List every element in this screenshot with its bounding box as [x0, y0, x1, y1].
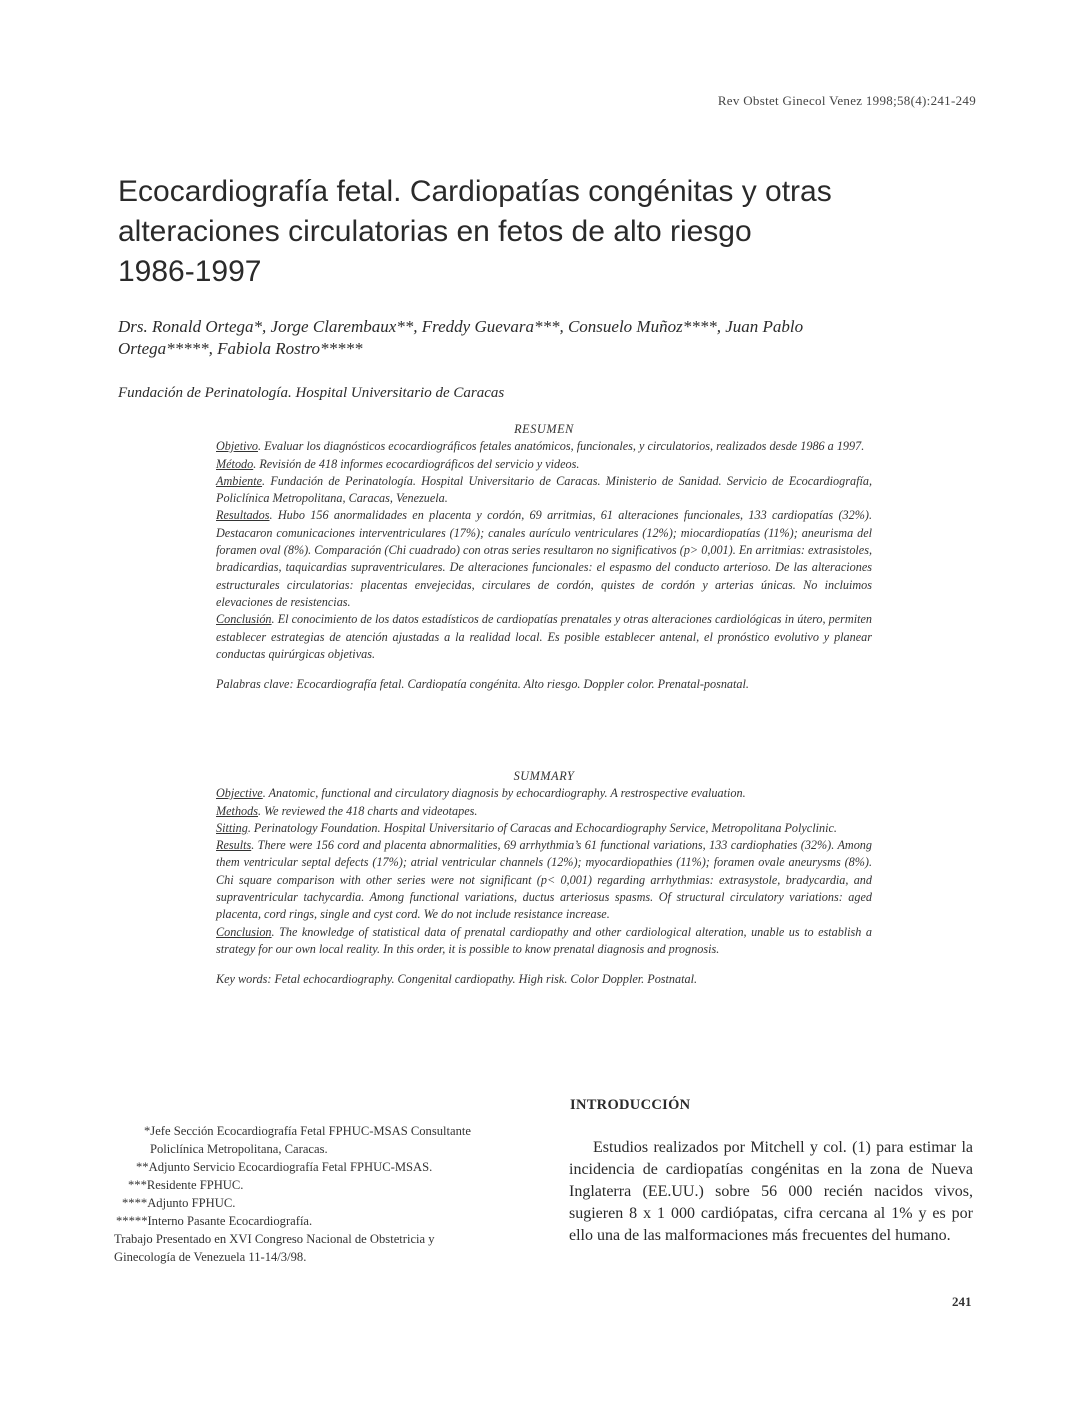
footnotes: [114, 1122, 534, 1266]
footnote: **Adjunto Servicio Ecocardiografía Fetal FPHUC-MSAS.: [136, 1160, 433, 1174]
summary-heading: SUMMARY: [513, 769, 575, 783]
resumen-ambiente: [216, 473, 872, 508]
intro-paragraph: Estudios realizados por Mitchell y col. (1) para estimar la incidencia de cardiopatías congénitas en la zona de Nueva Inglaterra (EE.UU.) sobre 56 000 recién nacidos vivos, sugieren 8 x 1 000 cardiópatas, cifra cercana al 1% y es por ello una de las malformaciones más frecuentes del humano.: [569, 1139, 973, 1244]
section-text: . We reviewed the 418 charts and videotapes.: [257, 803, 478, 818]
footnote: ***Residente FPHUC.: [128, 1178, 244, 1192]
section-label: Resultados: [216, 508, 270, 523]
resumen-conclusion: [216, 611, 872, 663]
section-label: Sitting: [216, 820, 248, 835]
section-label: Results: [216, 838, 252, 853]
summary-sitting: [216, 820, 872, 837]
author-list: [118, 316, 978, 360]
title-line: 1986-1997: [118, 255, 262, 288]
footnote: *Jefe Sección Ecocardiografía Fetal FPHUC-MSAS Consultante: [144, 1124, 472, 1138]
section-text: . El conocimiento de los datos estadísticos de cardiopatías prenatales y otras alteraciones cardiológicas in útero, permiten establecer estrategias de atención ajustadas a la realidad local. Es posible establecer antenal, el pronóstico evolutivo y planear conductas quirúrgicas objetivas.: [216, 612, 872, 661]
section-text: . Hubo 156 anormalidades en placenta y cordón, 69 arritmias, 61 alteraciones funcionales, 133 cardiopatías (32%). Destacaron comunicaciones interventriculares (17%); canales aurículo ventriculares (12%); miocardiopatías (11%); aneurisma del foramen oval (8%). Comparación (Chi cuadrado) con otras series resultaron no significativos (p> 0,001). En arritmias: extrasistoles, bradicardias, taquicardias supraventriculares. De alteraciones funcionales: el espasmo del conducto arterioso. De las alteraciones estructurales circulatorias: placentas envejecidas, circulares de cordón, quistes de cordón y arterias únicas. No incluimos elevaciones de resistencias.: [216, 508, 872, 609]
section-text: . Anatomic, functional and circulatory diagnosis by echocardiography. A restrospective evaluation.: [262, 786, 746, 801]
footnote: Trabajo Presentado en XVI Congreso Nacional de Obstetricia y: [114, 1232, 435, 1246]
section-label: Methods: [216, 803, 258, 818]
summary-results: [216, 837, 872, 923]
section-label: Objetivo: [216, 439, 258, 454]
author-line: Ortega*****, Fabiola Rostro*****: [118, 339, 363, 358]
section-text: . Fundación de Perinatología. Hospital Universitario de Caracas. Ministerio de Sanidad. Servicio de Ecocardiografía, Policlínica Metropolitana, Caracas, Venezuela.: [216, 473, 872, 506]
summary-conclusion: [216, 924, 872, 959]
resumen-metodo: [216, 456, 872, 473]
affiliation: Fundación de Perinatología. Hospital Universitario de Caracas: [118, 385, 505, 401]
section-text: . Revisión de 418 informes ecocardiográficos del servicio y videos.: [253, 456, 580, 471]
article-title: [118, 172, 878, 292]
intro-body: [569, 1137, 973, 1247]
footnote: ****Adjunto FPHUC.: [122, 1196, 236, 1210]
resumen-block: [216, 421, 872, 693]
section-label: Conclusion: [216, 924, 272, 939]
footnote: *****Interno Pasante Ecocardiografía.: [116, 1214, 313, 1228]
footnote: Ginecología de Venezuela 11-14/3/98.: [114, 1250, 307, 1264]
section-label: Ambiente: [216, 473, 263, 488]
footnote: Policlínica Metropolitana, Caracas.: [150, 1142, 328, 1156]
section-text: . Evaluar los diagnósticos ecocardiográficos fetales anatómicos, funcionales, y circulatorios, realizados desde 1986 a 1997.: [257, 439, 865, 454]
palabras-clave: Palabras clave: Ecocardiografía fetal. Cardiopatía congénita. Alto riesgo. Doppler color. Prenatal-posnatal.: [216, 677, 749, 692]
section-label: Conclusión: [216, 612, 272, 627]
title-line: Ecocardiografía fetal. Cardiopatías congénitas y otras: [118, 175, 832, 208]
resumen-resultados: [216, 507, 872, 611]
section-text: . There were 156 cord and placenta abnormalities, 69 arrhythmia’s 61 functional variations, 133 cardiophaties (32%). Among them ventricular septal defects (17%); atrial ventricular channels (12%); myocardiopathies (11%); foramen ovale aneurysms (8%). Chi square comparison with other series were not significant (p< 0,001) regarding arrhythmias: extrasystole, bradycardia, and supraventricular tachycardia. Among functional variations, ductus arteriosus spasms. Of structural circulatory variations: aged placenta, cord rings, single and cyst cord. We do not include resistance increase.: [216, 838, 872, 922]
section-label: Método: [216, 456, 254, 471]
summary-block: [216, 768, 872, 989]
intro-heading: INTRODUCCIÓN: [570, 1097, 691, 1113]
resumen-heading: RESUMEN: [514, 422, 574, 436]
section-text: . The knowledge of statistical data of prenatal cardiopathy and other cardiological alteration, unable us to establish a strategy for our own local reality. In this order, it is possible to know prenatal diagnosis and prognosis.: [216, 924, 872, 956]
key-words: Key words: Fetal echocardiography. Congenital cardiopathy. High risk. Color Doppler. Postnatal.: [216, 972, 698, 987]
title-line: alteraciones circulatorias en fetos de alto riesgo: [118, 215, 752, 248]
section-label: Objective: [216, 786, 263, 801]
section-text: . Perinatology Foundation. Hospital Universitario of Caracas and Echocardiography Service, Metropolitana Polyclinic.: [247, 820, 837, 835]
author-line: Drs. Ronald Ortega*, Jorge Clarembaux**, Freddy Guevara***, Consuelo Muñoz****, Juan Pablo: [118, 317, 804, 336]
summary-objective: [216, 785, 872, 802]
summary-methods: [216, 803, 872, 820]
page-number: 241: [952, 1294, 972, 1309]
resumen-objetivo: [216, 438, 872, 455]
journal-reference: Rev Obstet Ginecol Venez 1998;58(4):241-249: [717, 93, 976, 108]
